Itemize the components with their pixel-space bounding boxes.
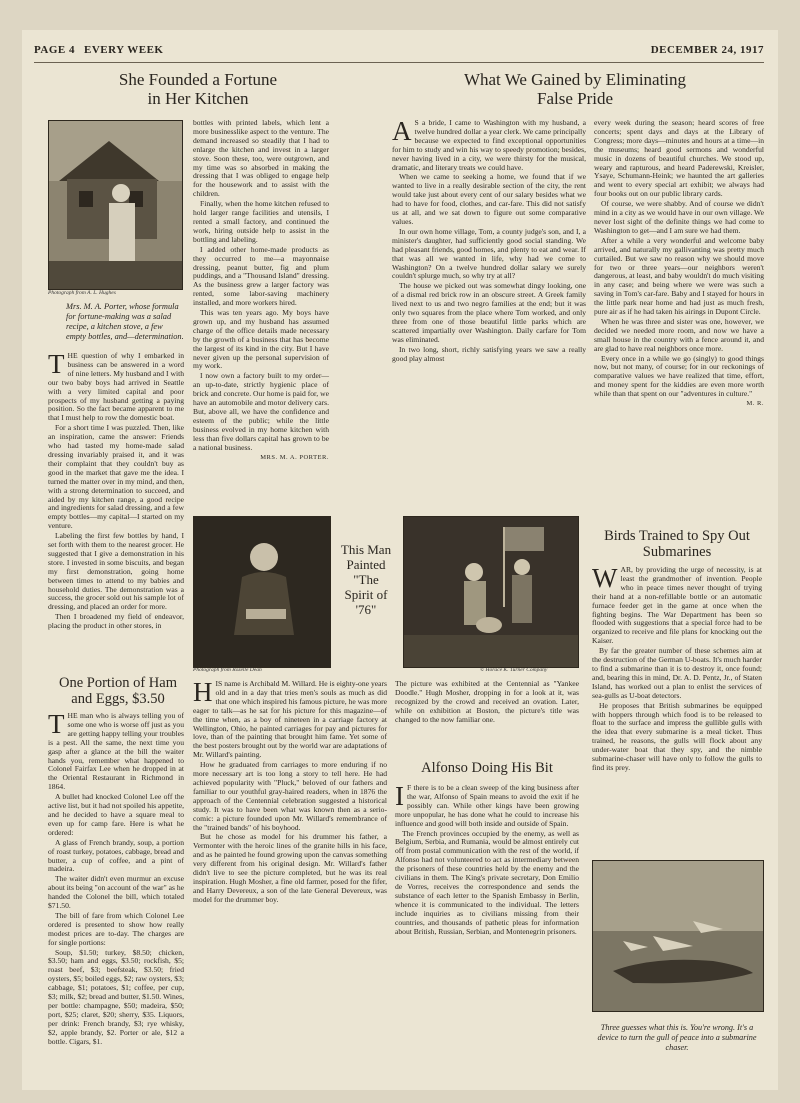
pride-p2: When we came to seeking a home, we found that if we wanted to live in a really desirable section of the city, the rent would take just about every cent of our salary besides what we had to have for food, clothes, and car-fare. This did not satisfy us at all, and we sat down to figure out some comparative values. <box>392 172 586 226</box>
spirit-painting-illustration <box>404 517 578 667</box>
fortune-p4: Then I broadened my field of endeavor, placing the product in other stores, in <box>48 612 184 631</box>
fortune-p9: I now own a factory built to my order—an up-to-date, strictly hygienic place of brick and concrete. Our home is paid for, we have an automobile and motor delivery cars. But, above all, we have the confidence and esteem of the public; while the little business evolved in my home kitchen with less than five dollars capital has grown to be a national business. <box>193 371 329 452</box>
alfonso-title: Alfonso Doing His Bit <box>421 760 553 776</box>
pride-dropcap: A <box>392 116 412 146</box>
fortune-p2: For a short time I was puzzled. Then, like an inspiration, came the answer: Friends who had tasted my home-made salad dressing invariably praised it, and it was their complaint that they couldn't buy as good in the market that gave me the idea. I turned the matter over in my mind, and then, with a strong determination to succeed, and aided by my kitchen range, a good recipe and ingredients for salad dressing, and a few empty bottles—my capital—I started on my venture. <box>48 423 184 531</box>
pride-col1 <box>392 116 586 481</box>
ham-p5: The bill of fare from which Colonel Lee ordered is presented to show how really modest prices are to-day. The charges are for single portions: <box>48 910 184 947</box>
pride-p6: every week during the season; heard scores of free concerts; spent days and days at the Library of Congress; more days—minutes and hours at a time—in the museums; heard good sermons and wonderful music in dozens of beautiful churches. We stood up, weary and rapturous, and heard Paderewski, Kreisler, Ysaye, Schumann-Heink; we haunted the art galleries and went to every special art exhibit; we always had four books out on our public library cards. <box>594 118 764 199</box>
willard-photo <box>193 516 331 668</box>
ham-p3: A glass of French brandy, soup, a portion of roast turkey, potatoes, cabbage, bread and butter, a cup of coffee, and a pint of madeira. <box>48 837 184 874</box>
spirit-title <box>334 542 398 617</box>
pride-title-line2: False Pride <box>536 89 614 108</box>
birds-title <box>590 528 764 560</box>
issue-date: DECEMBER 24, 1917 <box>650 44 764 56</box>
fortune-col1 <box>48 349 184 631</box>
pride-title <box>390 70 760 108</box>
pride-signature: M. R. <box>746 400 764 408</box>
ham-dropcap: T <box>48 709 65 739</box>
alfonso-column <box>395 781 579 1084</box>
fortune-p6: Finally, when the home kitchen refused to hold larger range facilities and utensils, I rented a small factory, and continued the work, hiring outside help to assist in the bottling and labeling. <box>193 199 329 244</box>
ham-p6: Soup, $1.50; turkey, $8.50; chicken, $3.50; ham and eggs, $3.50; rockfish, $5; roast beef, $3; beefsteak, $3.50; fried oysters, $5; boiled eggs, $2; raw oysters, $3; cabbage, $1; potatoes, $1; coffee, per cup, $3; milk, $2; bread and butter, $1.50. Wines, per bottle: champagne, $50; madeira, $50; port, $25; claret, $20; sherry, $35. Liquors, per drink: French brandy, $3; rye whisky, $2, apple brandy, $2. Porter or ale, $12 a bottle. Cigars, $1. <box>48 947 184 1046</box>
ham-p2: A bullet had knocked Colonel Lee off the active list, but it had not spoiled his appetite, and he decided to have a square meal to even up for camp fare. Here is what he ordered: <box>48 792 184 837</box>
alfonso-dropcap: I <box>395 781 404 811</box>
pride-col2 <box>594 119 764 481</box>
pride-p4: The house we picked out was somewhat dingy looking, one of a dismal red brick row in an obscure street. A Greek family lived next to us and two negro families at the end; but it was only two squares from the place where Tom worked, and only three from one of those beautiful little parks which are scattered impartially over Washington. Daily carfare for Tom was eliminated. <box>392 281 586 344</box>
spirit-title-line1: This Man <box>340 542 392 557</box>
ham-column <box>48 709 184 1084</box>
ham-p4: The waiter didn't even murmur an excuse about its being "on account of the war" as he handed the Colonel the bill, which totaled $71.50. <box>48 874 184 911</box>
spirit-title-line3: "The <box>353 572 379 587</box>
spirit-title-line2: Painted <box>346 557 386 572</box>
pride-p5: In two long, short, richly satisfying years we saw a really good play almost <box>392 344 586 363</box>
birds-title-line2: Submarines <box>642 544 712 560</box>
porter-caption: Mrs. M. A. Porter, whose formula for fortune-making was a salad recipe, a kitchen stove, a few empty bottles, and—determination. <box>66 302 184 341</box>
spirit-title-line4: Spirit of <box>344 587 388 602</box>
alfonso-p2: The French provinces occupied by the enemy, as well as Belgium, Serbia, and Rumania, would be almost entirely cut off from postal communication with the rest of the world, if Alfonso had not volunteered to act as intermediary between the prisoners of these countries held by the enemy and the civilians in them. The King's private secretary, Don Emilio de Vorres, receives the correspondence and sends the substance of each letter to the Spanish Embassy in Berlin, whence it is communicated to the individual. The letters include inquiries as to civilians missing from their countries, and thousands of pathetic pleas for information about British, Russian, Serbian, and Montenegrin prisoners. <box>395 828 579 936</box>
header-rule <box>34 62 764 63</box>
spirit-of-76-painting <box>403 516 579 668</box>
fortune-p8: This was ten years ago. My boys have grown up, and my husband has assumed charge of the office details made necessary by the growth of a business that has become the largest of its kind in the city. But I have never given up the personal supervision of my work. <box>193 308 329 371</box>
pride-p8: After a while a very wonderful and welcome baby arrived, and naturally my gallivanting was pretty much curtailed. But we saw no reason why we should move for two or three years—our neighbors weren't dangerous, at least, and baby wouldn't do much visiting in any case; and being where we were was such a saving in Tom's car-fare. Baby and I stayed for hours in the little park near home and had just as much fresh, pure air as if he had taken his airings in Dupont Circle. <box>594 235 764 317</box>
fortune-dropcap: T <box>48 349 65 379</box>
alfonso-p1: F there is to be a clean sweep of the king business after the war, Alfonso of Spain means to avoid the exit if he possibly can. While other kings have been growing more unpopular, he has done what he could to increase his influence and good will both inside and outside of Spain. <box>395 783 579 828</box>
fortune-p5: bottles with printed labels, which lent a more businesslike aspect to the venture. The demand increased so steadily that I had to enlarge the kitchen and invest in a larger stove. Soon these, too, were outgrown, and my time was so absorbed in making the dressing that I was obliged to engage help for the housework and to assist with the children. <box>193 118 329 199</box>
fortune-p1: HE question of why I embarked in business can be answered in a word of nine letters. My husband and I with our two baby boys had arrived in Seattle with a very limited capital and poor prospects of my husband getting a paying position. So the fact became apparent to me that I must help to row the domestic boat. <box>48 351 184 423</box>
birds-p3: He proposes that British submarines be equipped with hoppers through which food is to be released to float to the surface and impress the gullible gulls with the idea that every submarine is a meal ticket. Thus trained, he reasons, the gulls will flock about any under-water boat that they spy, and the nimble submarine-chaser will have only to follow the gulls to find its prey. <box>592 700 762 772</box>
ham-title-line1: One Portion of Ham <box>59 675 177 691</box>
birds-p2: By far the greater number of these schemes aim at the destruction of the German U-boats. It's much harder to find a submarine than it is to destroy it, once found; and, bearing this in mind, Dr. A. D. Pentz, Jr., of Staten Island, has worked out a plan to enlist the services of sea-gulls as U-boat detectors. <box>592 646 762 700</box>
spirit-col2 <box>395 680 579 742</box>
pride-p7: Of course, we were shabby. And of course we didn't mind in a city as we would have in our own village. We never lost sight of the definite things we had come to Washington to get—and I am sure we had them. <box>594 199 764 235</box>
fortune-col2 <box>193 119 329 481</box>
spirit-photo-credit: © Horace K. Turner Company <box>480 667 548 673</box>
ham-p1: HE man who is always telling you of some one who is worse off just as you are getting happy telling your troubles is a pest. All the same, the next time you gasp after a glance at the bill the waiter hands you, remember what happened to Colonel Fairfax Lee when he dropped in at the Oriental Restaurant in Richmond in 1864. <box>48 711 184 792</box>
fortune-title <box>48 70 348 108</box>
pride-title-line1: What We Gained by Eliminating <box>463 70 687 89</box>
porter-photo <box>48 120 183 290</box>
birds-column <box>592 563 762 851</box>
fortune-title-line2: in Her Kitchen <box>147 89 249 108</box>
page-header <box>34 44 764 62</box>
ham-title-line2: and Eggs, $3.50 <box>71 691 165 707</box>
publication-name: EVERY WEEK <box>84 44 164 56</box>
fortune-signature: MRS. M. A. PORTER. <box>260 453 329 461</box>
pride-p9: When he was three and sister was one, however, we decided we needed more room, and now we have a small house in the country with a fence around it, and are glad to have real neighbors once more. <box>594 316 764 353</box>
willard-photo-credit: Photograph from Rozelle Dean <box>193 667 262 673</box>
pride-p10: Every once in a while we go (singly) to good things now, but not many, of course; for in our reckonings of comparative values we have realized that time, effort, and money spent for the kiddies are even more worth while than that spent on our "adventures in culture." <box>594 353 764 399</box>
fortune-p7: I added other home-made products as they occurred to me—a mayonnaise dressing, peanut butter, fig and plum puddings, and a "Thousand Island" dressing. As the business grew a larger factory was rented, some labor-saving machinery installed, and more workers hired. <box>193 244 329 308</box>
spirit-title-line5: '76" <box>355 602 377 617</box>
birds-dropcap: W <box>592 563 618 593</box>
pride-p3: In our own home village, Tom, a county judge's son, and I, a minister's daughter, had sufficiently good social standing. We had pleasant friends, good homes, and plenty to eat and wear. If that was all we wanted in life, why had we come to Washington? On a twelve hundred dollar salary we surely couldn't splurge much, so why try at all? <box>392 226 586 281</box>
porter-photo-illustration <box>49 121 182 289</box>
spirit-p1: IS name is Archibald M. Willard. He is eighty-one years old and in a day that tries men's souls as much as did that one which inspired his famous picture, he was more eager to talk—as he sat for his picture for this magazine—of the time when, as a boy of nineteen in a carriage factory at Wellington, Ohio, he painted carriages for pay and pictures for love, than of the painting that brought him fame. Yet some of the best posters brought out by the world war are adaptations of Mr. Willard's painting. <box>193 679 387 760</box>
pride-p1: S a bride, I came to Washington with my husband, a twelve hundred dollar a year clerk. We came principally because we expected to find exceptional opportunities for him to study and win his way to speedy promotion; besides, never having lived in a city, we were thirsty for the musical, dramatic, and literary treats we could have. <box>392 118 586 172</box>
porter-photo-credit: Photograph from A. L. Hughes <box>48 290 116 296</box>
ham-title <box>48 675 188 707</box>
birds-title-line1: Birds Trained to Spy Out <box>604 528 750 544</box>
birds-p1: AR, by providing the urge of necessity, is at least the grandmother of invention. People who in peace times never thought of trying their hand at a non-refillable bottle or an automatic furnace feeder get in the game at once when the fighting begins. The War Department has been so flooded with suggestions that a special force had to be organized to receive and file plans for knocking out the Kaiser. <box>592 565 762 646</box>
spirit-dropcap: H <box>193 677 213 707</box>
birds-caption: Three guesses what this is. You're wrong. It's a device to turn the gull of peace into a submarine chaser. <box>597 1023 757 1052</box>
spirit-col1 <box>193 677 387 1085</box>
spirit-p4: The picture was exhibited at the Centennial as "Yankee Doodle." Hugh Mosher, dropping in for a look at it, was recognized by the crowd and received an ovation. Later, while on exhibition at Boston, the picture's title was changed to the now familiar one. <box>395 679 579 724</box>
spirit-p3: But he chose as model for his drummer his father, a Vermonter with the heroic lines of the granite hills in his face, and as he painted he found growing upon the canvas something very different from his original design. Mr. Willard's father didn't live to see the picture completed, but he was its real inspiration. Hugh Mosher, a fine old farmer, posed for the fifer, and Harry Devereux, a son of the late General Devereux, was model for the drummer boy. <box>193 832 387 904</box>
submarine-gull-illustration <box>592 860 764 1012</box>
fortune-title-line1: She Founded a Fortune <box>118 70 278 89</box>
willard-photo-illustration <box>194 517 330 667</box>
fortune-p3: Labeling the first few bottles by hand, I set forth with them to the nearest grocer. He suggested that I give a demonstration in his store. I invested in some biscuits, and began my first demonstration, going home between times to attend to my babies and household duties. The demonstration was a success, the grocer sold out his sample lot of dressing, and placed an order for more. <box>48 531 184 612</box>
submarine-illustration <box>593 861 763 1011</box>
page-number: PAGE 4 <box>34 44 75 56</box>
spirit-p2: How he graduated from carriages to more enduring if no more necessary art is too long a story to tell here. He had achieved popularity with "Pluck," beloved of our fathers and familiar to our youthful gray-haired readers, when in 1876 the approach of the Centennial celebration suggested a historical study. It was to have been what was known then as a serio-comic: a picture founded upon Mr. Willard's remembrance of the "trained bands" of his boyhood. <box>193 760 387 832</box>
